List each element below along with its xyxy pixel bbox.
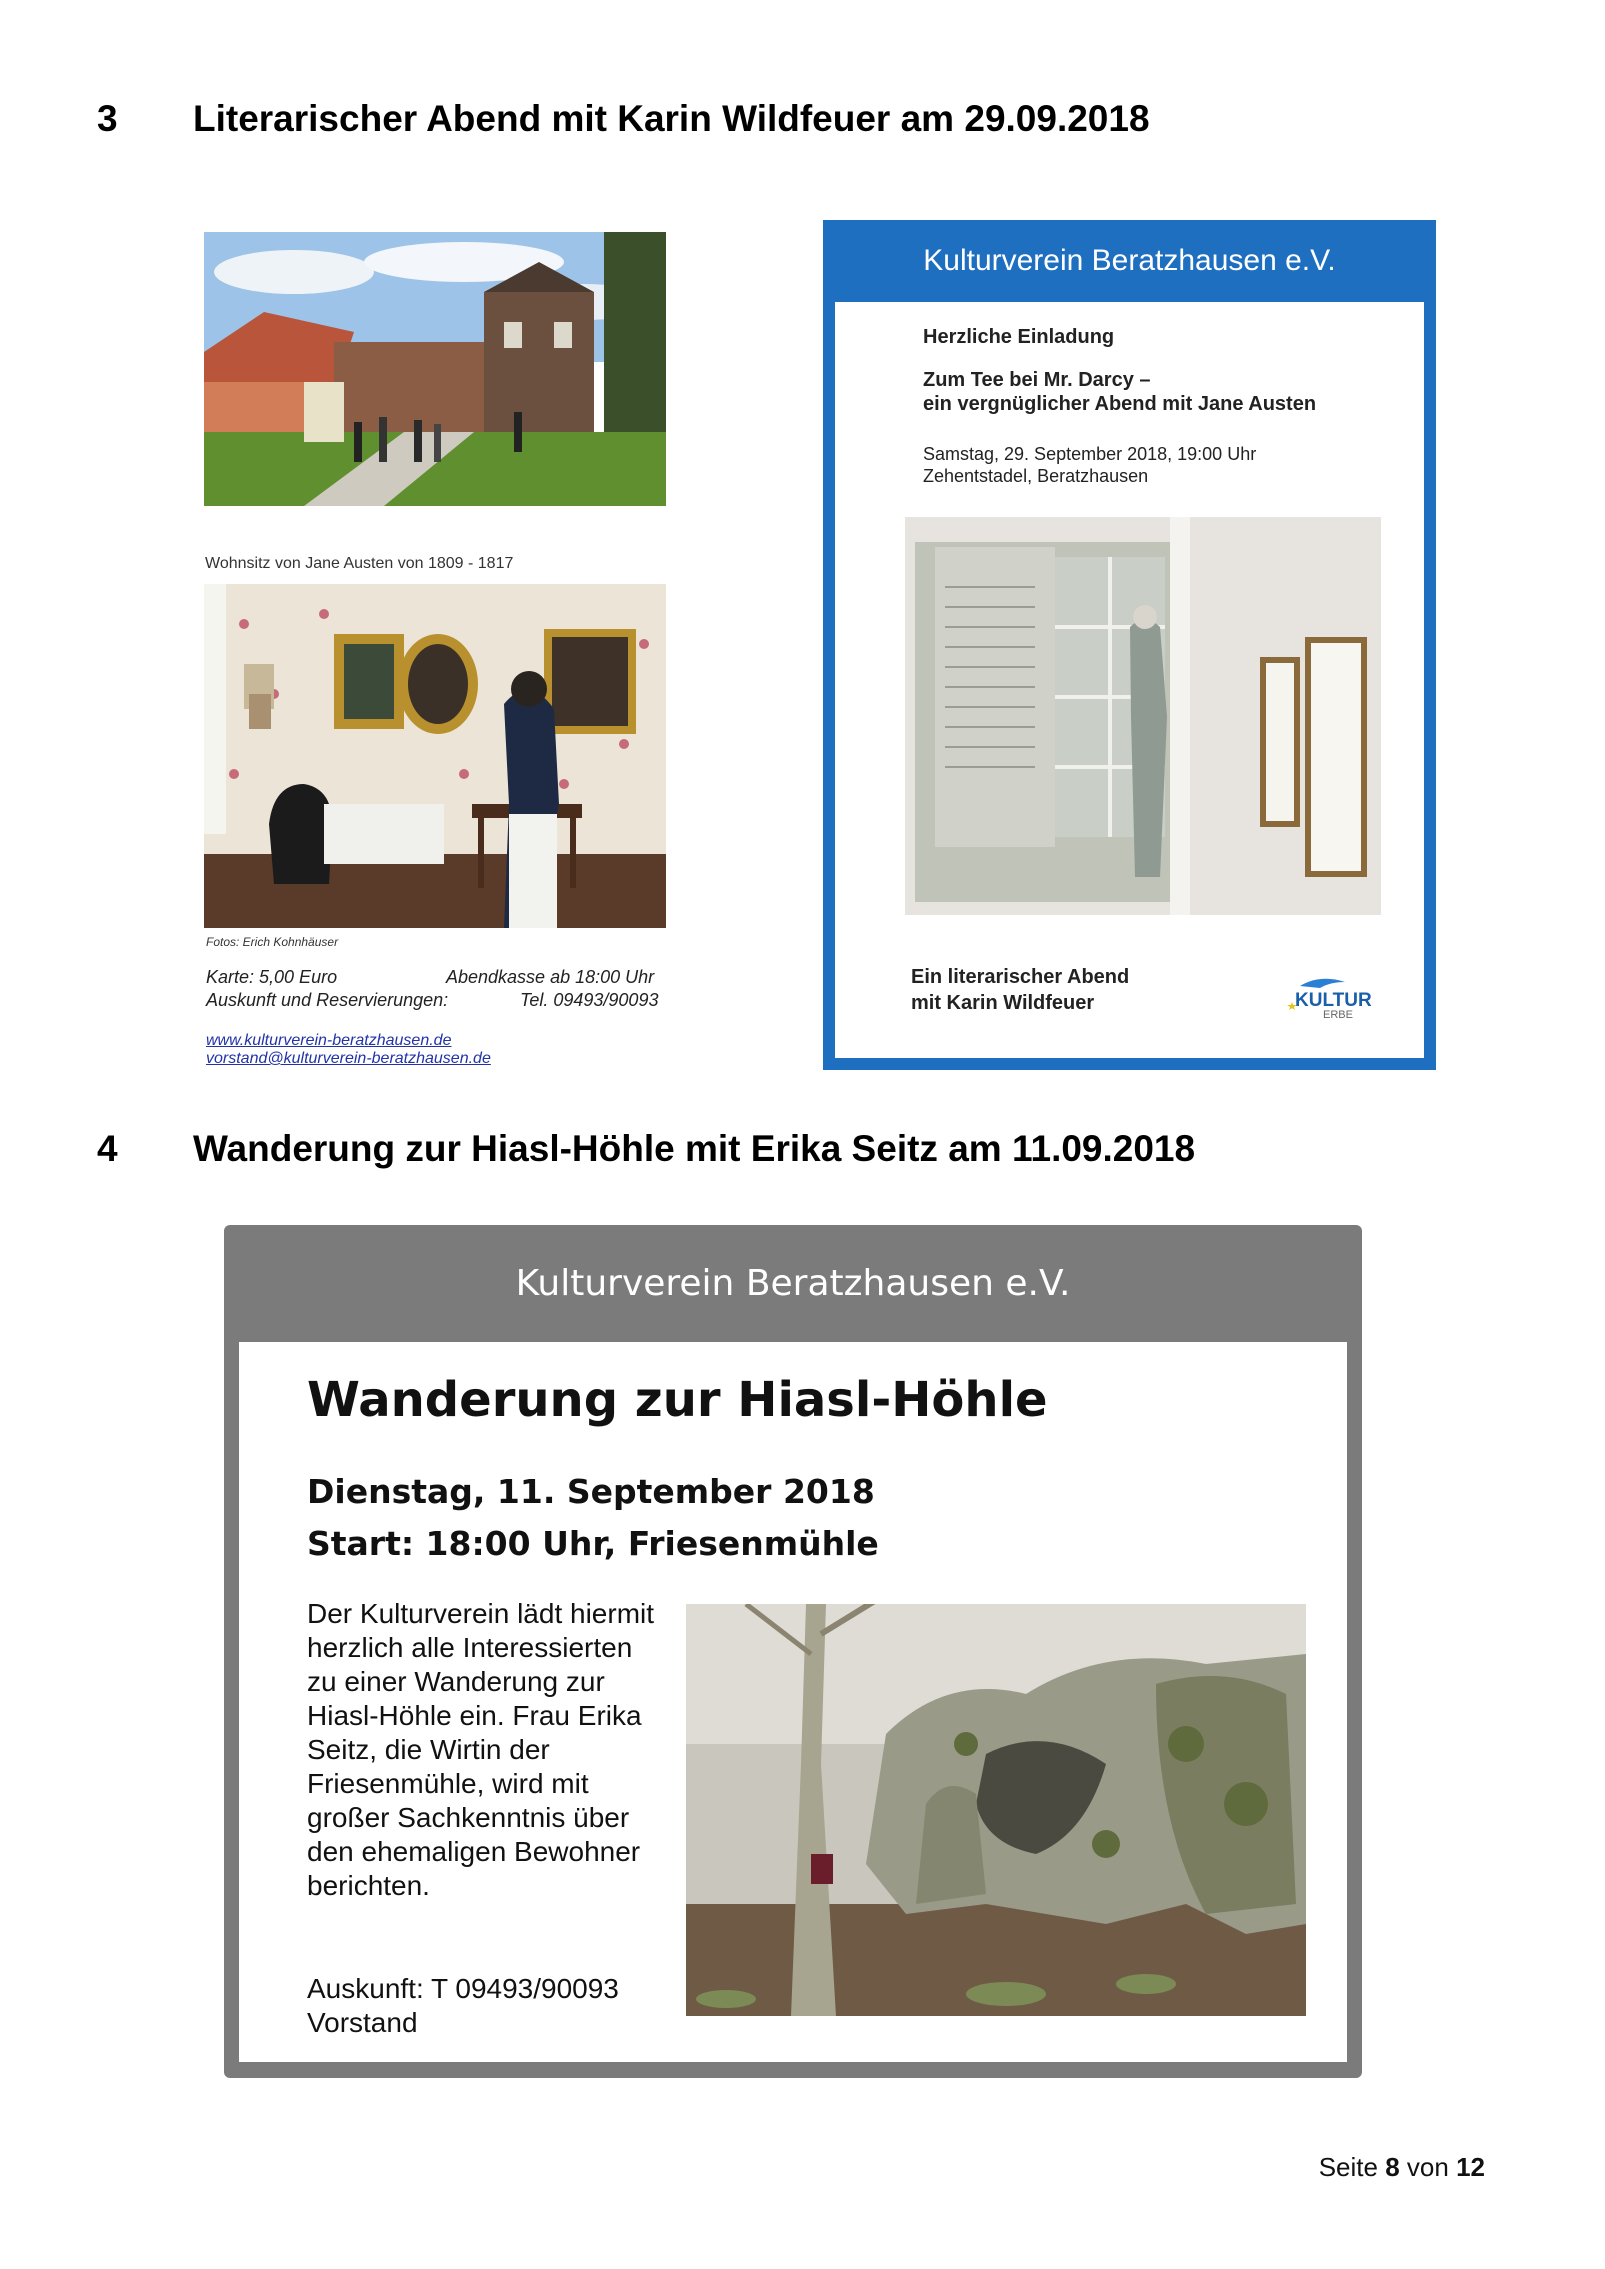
flyer-footer-2: mit Karin Wildfeuer bbox=[911, 992, 1095, 1014]
page-middle: von bbox=[1406, 2152, 1449, 2182]
logo-text: KULTUR bbox=[1295, 990, 1372, 1011]
cave-photo bbox=[686, 1604, 1306, 2016]
hike-contact-phone: Auskunft: T 09493/90093 bbox=[307, 1973, 619, 2004]
flyer-invite: Herzliche Einladung bbox=[923, 326, 1115, 348]
flyer2-header: Kulturverein Beratzhausen e.V. bbox=[515, 1263, 1071, 1304]
page-number bbox=[1319, 2152, 1485, 2183]
website-link[interactable]: www.kulturverein-beratzhausen.de bbox=[206, 1032, 452, 1049]
hike-contact bbox=[307, 1972, 619, 2040]
flyer-header: Kulturverein Beratzhausen e.V. bbox=[923, 244, 1336, 277]
ticket-price: Karte: 5,00 Euro bbox=[206, 967, 338, 987]
hike-title: Wanderung zur Hiasl-Höhle bbox=[307, 1372, 1048, 1428]
flyer-date: Samstag, 29. September 2018, 19:00 Uhr bbox=[923, 444, 1257, 464]
box-office: Abendkasse ab 18:00 Uhr bbox=[446, 967, 655, 987]
phone-number: Tel. 09493/90093 bbox=[520, 990, 659, 1010]
interior-photo bbox=[204, 584, 666, 928]
flyer-footer-1: Ein literarischer Abend bbox=[911, 966, 1130, 988]
section-3-title: Literarischer Abend mit Karin Wildfeuer am 29.09.2018 bbox=[193, 98, 1150, 139]
info-label: Auskunft und Reservierungen: bbox=[206, 990, 449, 1010]
kultur-erbe-logo bbox=[1275, 972, 1375, 1022]
logo-subtext: ERBE bbox=[1323, 1009, 1353, 1021]
event-flyer-hike bbox=[224, 1225, 1362, 2078]
hike-start: Start: 18:00 Uhr, Friesenmühle bbox=[307, 1524, 879, 1563]
hike-date: Dienstag, 11. September 2018 bbox=[307, 1472, 875, 1511]
hike-contact-role: Vorstand bbox=[307, 2007, 418, 2038]
house-photo bbox=[204, 232, 666, 506]
page-prefix: Seite bbox=[1318, 2152, 1378, 2182]
flyer-venue: Zehentstadel, Beratzhausen bbox=[923, 466, 1149, 486]
event-flyer-literature bbox=[823, 220, 1436, 1070]
flyer-subtitle-2: ein vergnüglicher Abend mit Jane Austen bbox=[923, 393, 1317, 415]
window-photo bbox=[905, 517, 1381, 915]
section-4-title: Wanderung zur Hiasl-Höhle mit Erika Seitz am 11.09.2018 bbox=[193, 1128, 1196, 1169]
section-3-number: 3 bbox=[97, 98, 118, 139]
current-page: 8 bbox=[1385, 2152, 1400, 2182]
photo-caption: Wohnsitz von Jane Austen von 1809 - 1817 bbox=[205, 555, 514, 572]
total-pages: 12 bbox=[1456, 2152, 1485, 2182]
section-4-number: 4 bbox=[97, 1128, 118, 1169]
hike-description: Der Kulturverein lädt hiermit herzlich alle Interessierten zu einer Wanderung zur Hiasl-Höhle ein. Frau Erika Seitz, die Wirtin der Friesenmühle, wird mit großer Sachkenntnis über den ehemaligen Bewohner berichten. bbox=[307, 1598, 655, 1901]
photo-credit: Fotos: Erich Kohnhäuser bbox=[206, 935, 339, 949]
flyer-subtitle-1: Zum Tee bei Mr. Darcy – bbox=[923, 369, 1151, 391]
flyer2-body bbox=[239, 1342, 1347, 2062]
email-link[interactable]: vorstand@kulturverein-beratzhausen.de bbox=[206, 1050, 491, 1067]
flyer-body bbox=[835, 302, 1424, 1058]
